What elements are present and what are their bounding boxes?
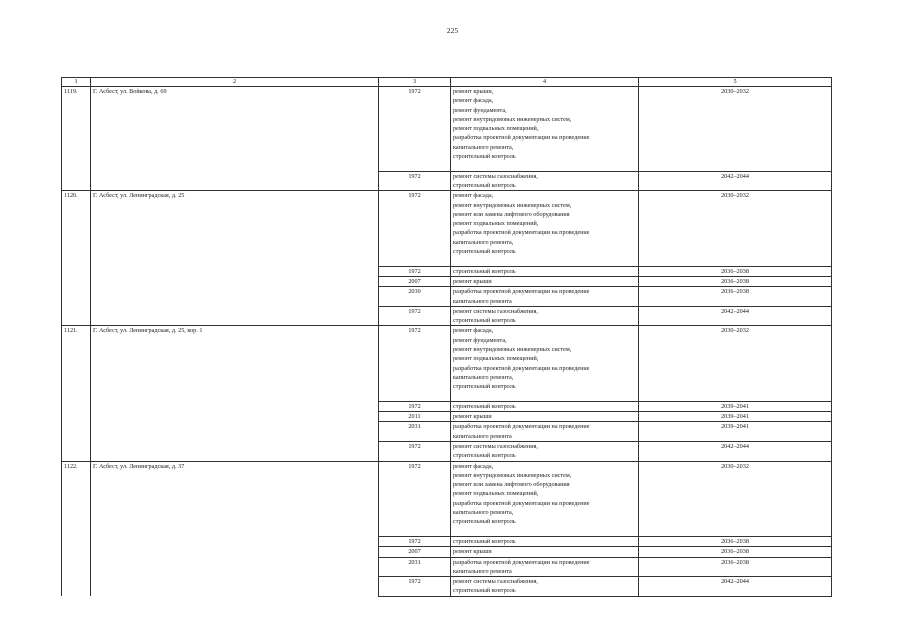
construction-year: 2007 xyxy=(379,547,451,557)
header-row xyxy=(62,78,832,87)
work-item: ремонт фасада, xyxy=(453,327,494,335)
work-item: строительный контроль xyxy=(453,402,516,410)
work-item: ремонт внутридомовых инженерных систем, xyxy=(453,201,572,209)
repair-period: 2036–2038 xyxy=(639,276,832,286)
repair-period: 2042–2044 xyxy=(639,306,832,326)
construction-year: 1972 xyxy=(379,536,451,546)
work-list xyxy=(451,557,639,577)
work-list xyxy=(451,326,639,401)
entry-number: 1119. xyxy=(62,87,91,191)
construction-year: 2031 xyxy=(379,422,451,442)
work-list xyxy=(451,276,639,286)
work-item: ремонт системы газоснабжения, xyxy=(453,307,538,315)
work-list xyxy=(451,306,639,326)
repair-period: 2042–2044 xyxy=(639,577,832,597)
work-item: строительный контроль xyxy=(453,248,516,256)
work-item: разработка проектной документации на проведение xyxy=(453,558,590,566)
work-list xyxy=(451,401,639,411)
work-item: ремонт крыши xyxy=(453,413,492,421)
work-list xyxy=(451,287,639,307)
work-item: ремонт или замена лифтового оборудования xyxy=(453,481,570,489)
work-list xyxy=(451,171,639,191)
work-item: ремонт системы газоснабжения, xyxy=(453,578,538,586)
header-cell-3: 3 xyxy=(379,78,451,87)
construction-year: 1972 xyxy=(379,401,451,411)
work-list xyxy=(451,266,639,276)
work-list xyxy=(451,461,639,536)
repair-period: 2036–2038 xyxy=(639,287,832,307)
repair-period: 2039–2041 xyxy=(639,412,832,422)
repair-period: 2030–2032 xyxy=(639,191,832,266)
work-list xyxy=(451,577,639,597)
work-item: разработка проектной документации на проведение xyxy=(453,364,590,372)
work-item: разработка проектной документации на проведение xyxy=(453,499,590,507)
repair-period: 2039–2041 xyxy=(639,401,832,411)
work-item: капитального ремонта, xyxy=(453,238,514,246)
header-cell-4: 4 xyxy=(451,78,639,87)
work-item: ремонт крыши, xyxy=(453,88,494,95)
header-cell-2: 2 xyxy=(91,78,379,87)
work-item: строительный контроль xyxy=(453,383,516,391)
work-item: ремонт внутридомовых инженерных систем, xyxy=(453,471,572,479)
work-item: капитального ремонта, xyxy=(453,373,514,381)
work-item: ремонт фасада, xyxy=(453,462,494,470)
repair-period: 2036–2038 xyxy=(639,547,832,557)
work-item: строительный контроль xyxy=(453,587,516,595)
work-list xyxy=(451,422,639,442)
entry-number: 1121. xyxy=(62,326,91,461)
repair-period: 2030–2032 xyxy=(639,461,832,536)
work-item: строительный контроль xyxy=(453,181,516,189)
work-item: капитального ремонта, xyxy=(453,509,514,517)
entry-number: 1120. xyxy=(62,191,91,326)
construction-year: 2030 xyxy=(379,287,451,307)
table-row xyxy=(62,191,832,266)
page-number: 225 xyxy=(446,26,459,35)
work-item: ремонт подвальных помещений, xyxy=(453,220,539,228)
work-item: строительный контроль xyxy=(453,267,516,275)
repair-period: 2036–2038 xyxy=(639,536,832,546)
work-item: ремонт крыши xyxy=(453,277,492,285)
entry-address: Г. Асбест, ул. Ленинградская, д. 25, кор. 1 xyxy=(91,326,379,461)
table-body xyxy=(62,87,832,597)
work-item: разработка проектной документации на проведение xyxy=(453,288,590,296)
header-cell-5: 5 xyxy=(639,78,832,87)
work-item: строительный контроль xyxy=(453,518,516,526)
work-item: ремонт фасада, xyxy=(453,97,494,105)
work-item: строительный контроль xyxy=(453,153,516,161)
work-list xyxy=(451,536,639,546)
construction-year: 1972 xyxy=(379,171,451,191)
work-item: ремонт системы газоснабжения, xyxy=(453,172,538,180)
work-item: капитального ремонта xyxy=(453,567,512,575)
work-item: ремонт внутридомовых инженерных систем, xyxy=(453,115,572,123)
work-item: ремонт подвальных помещений, xyxy=(453,490,539,498)
work-item: ремонт фундамента, xyxy=(453,336,507,344)
work-list xyxy=(451,441,639,461)
work-list xyxy=(451,191,639,266)
construction-year: 2007 xyxy=(379,276,451,286)
construction-year: 1972 xyxy=(379,461,451,536)
table-row xyxy=(62,461,832,536)
repair-period: 2042–2044 xyxy=(639,171,832,191)
work-item: строительный контроль xyxy=(453,452,516,460)
construction-year: 1972 xyxy=(379,441,451,461)
work-item: разработка проектной документации на проведение xyxy=(453,229,590,237)
table-row xyxy=(62,87,832,172)
work-item: разработка проектной документации на проведение xyxy=(453,423,590,431)
construction-year: 1972 xyxy=(379,87,451,172)
work-item: ремонт внутридомовых инженерных систем, xyxy=(453,346,572,354)
repair-period: 2036–2038 xyxy=(639,557,832,577)
work-item: ремонт крыши xyxy=(453,548,492,556)
repair-period: 2030–2032 xyxy=(639,87,832,172)
entry-address: Г. Асбест, ул. Ленинградская, д. 37 xyxy=(91,461,379,596)
work-item: ремонт фундамента, xyxy=(453,106,507,114)
entry-number: 1122. xyxy=(62,461,91,596)
work-item: строительный контроль xyxy=(453,317,516,325)
work-list xyxy=(451,87,639,172)
repair-period: 2039–2041 xyxy=(639,422,832,442)
construction-year: 1972 xyxy=(379,191,451,266)
repair-period: 2036–2038 xyxy=(639,266,832,276)
construction-year: 1972 xyxy=(379,266,451,276)
construction-year: 2031 xyxy=(379,557,451,577)
work-list xyxy=(451,412,639,422)
work-item: ремонт системы газоснабжения, xyxy=(453,442,538,450)
work-item: разработка проектной документации на проведение xyxy=(453,134,590,142)
construction-year: 1972 xyxy=(379,326,451,401)
construction-year: 1972 xyxy=(379,577,451,597)
work-item: капитального ремонта, xyxy=(453,143,514,151)
repair-period: 2042–2044 xyxy=(639,441,832,461)
work-item: строительный контроль xyxy=(453,537,516,545)
entry-address: Г. Асбест, ул. Ленинградская, д. 25 xyxy=(91,191,379,326)
repair-schedule-table xyxy=(61,77,832,597)
entry-address: Г. Асбест, ул. Войкова, д. 69 xyxy=(91,87,379,191)
work-item: ремонт подвальных помещений, xyxy=(453,125,539,133)
header-cell-1: 1 xyxy=(62,78,91,87)
work-item: ремонт фасада, xyxy=(453,192,494,200)
repair-period: 2030–2032 xyxy=(639,326,832,401)
construction-year: 2011 xyxy=(379,412,451,422)
table-row xyxy=(62,326,832,401)
work-item: ремонт подвальных помещений, xyxy=(453,355,539,363)
work-item: капитального ремонта xyxy=(453,297,512,305)
work-list xyxy=(451,547,639,557)
work-item: капитального ремонта xyxy=(453,432,512,440)
work-item: ремонт или замена лифтового оборудования xyxy=(453,210,570,218)
construction-year: 1972 xyxy=(379,306,451,326)
